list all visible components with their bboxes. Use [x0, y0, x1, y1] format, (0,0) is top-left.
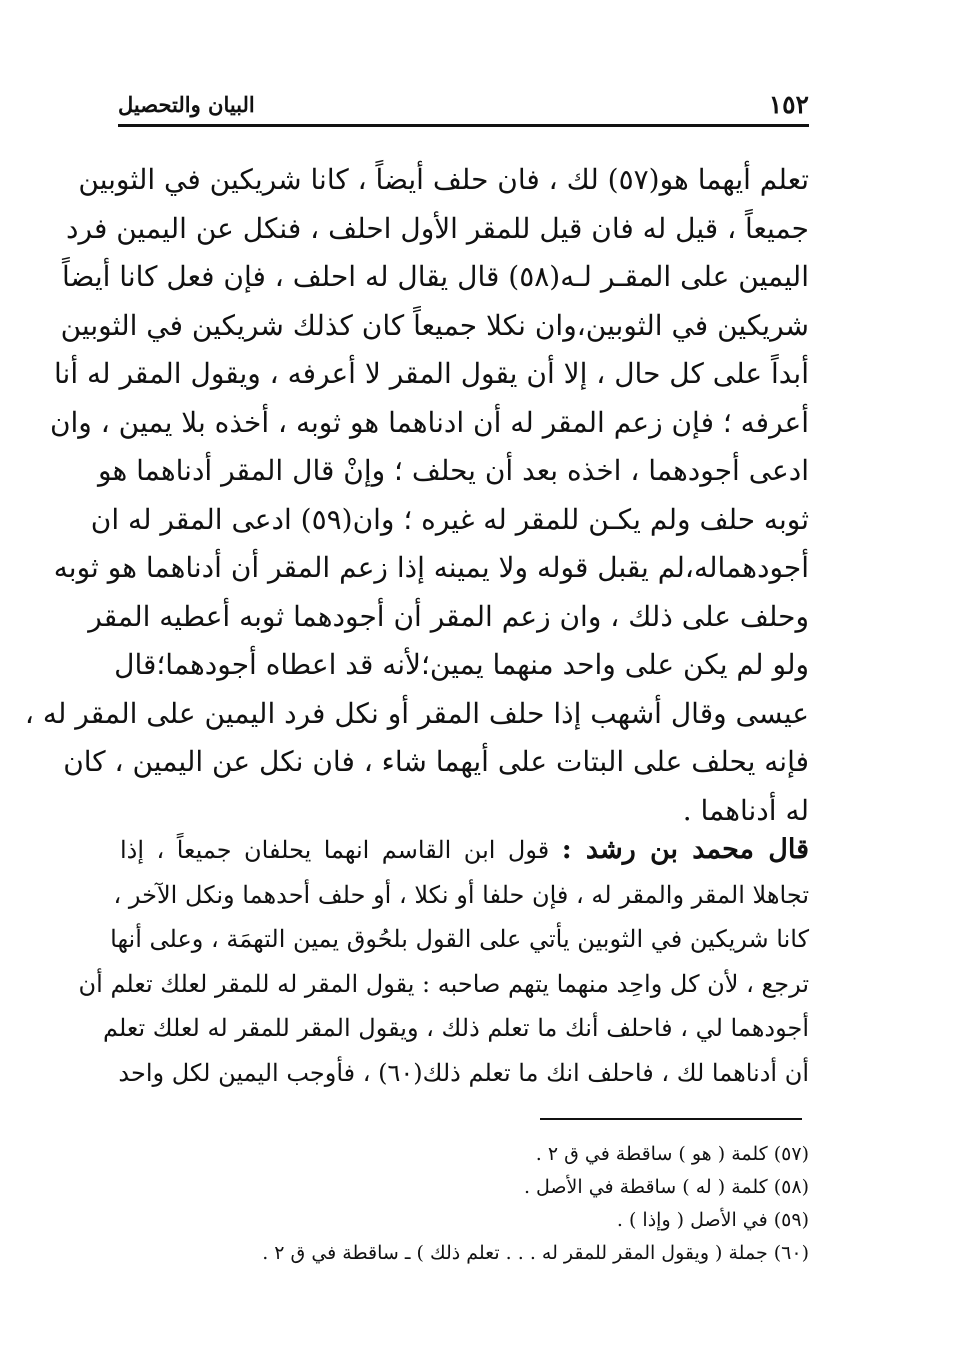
text-line: تعلم أيهما هو(٥٧) لك ، فان حلف أيضاً ، كانا شريكين في الثوبين	[78, 163, 809, 196]
text-line: جميعاً ، قيل له فان قيل للمقر الأول احلف ، فنكل عن اليمين فرد	[66, 211, 809, 245]
footnote-59: (٥٩) في الأصل ( وإذا ) .	[616, 1209, 809, 1231]
footnotes	[200, 1138, 809, 1270]
commentary-paragraph	[78, 828, 809, 1095]
text-line: ولو لم يكن على واحد منهما يمين؛لأنه قد اعطاه أجودهما؛قال	[114, 648, 809, 681]
text-line: أجودهماله،لم يقبل قوله ولا يمينه إذا زعم المقر أن أدناهما هو ثوبه	[53, 551, 809, 584]
running-header	[118, 88, 809, 127]
text-line: له أدناهما .	[682, 793, 809, 827]
text-line: عيسى وقال أشهب إذا حلف المقر أو نكل فرد اليمين على المقر له ،	[24, 696, 809, 730]
text-line: أجودهما لي ، فاحلف أنك ما تعلم ذلك ، ويقول المقر للمقر له لعلك تعلم	[102, 1014, 809, 1042]
footnote-60: (٦٠) جملة ( ويقول المقر للمقر له . . . تعلم ذلك ) ـ ساقطة في ق ٢ .	[262, 1242, 809, 1264]
text-line: شريكين في الثوبين،وان نكلا جميعاً كان كذلك شريكين في الثوبين	[60, 308, 809, 342]
commentary-lead: قال محمد بن رشد :	[561, 834, 809, 865]
text-line: اليمين على المقـر لـه(٥٨) قال يقال له احلف ، فإن فعل كانا أيضاً	[62, 260, 809, 293]
text-line: أبداً على كل حال ، إلا أن يقول المقر لا أعرفه ، ويقول المقر له أنا	[54, 357, 809, 390]
main-paragraph	[24, 156, 809, 835]
footnote-58: (٥٨) كلمة ( له ) ساقطة في الأصل .	[523, 1176, 809, 1198]
page-number: ١٥٢	[768, 90, 809, 119]
text-line: كانا شريكين في الثوبين يأتي على القول بلحُوق يمين التهمَة ، وعلى أنها	[110, 925, 809, 953]
text-line: ترجع ، لأن كل واحِد منهما يتهم صاحبه : يقول المقر له للمقر لعلك تعلم أن	[78, 969, 809, 998]
text-line: فإنه يحلف على البتات على أيهما شاء ، فان نكل عن اليمين ، كان	[63, 745, 809, 778]
text-line	[120, 828, 809, 873]
text-line: ادعى أجودهما ، اخذه بعد أن يحلف ؛ وإنْ قال المقر أدناهما هو	[98, 454, 809, 487]
footnote-divider	[540, 1118, 802, 1120]
text-line: تجاهلا المقر والمقر له ، فإن حلفا أو نكلا ، أو حلف أحدهما ونكل الآخر ،	[113, 880, 809, 909]
commentary-first-line: قول ابن القاسم انهما يحلفان جميعاً ، إذا	[120, 836, 550, 864]
text-line: أعرفه ؛ فإن زعم المقر له أن ادناهما هو ثوبه ، أخذه بلا يمين ، وان	[49, 405, 809, 439]
text-line: أن أدناهما لك ، فاحلف انك ما تعلم ذلك(٦٠) ، فأوجب اليمين لكل واحد	[118, 1058, 809, 1087]
book-title: البيان والتحصيل	[118, 92, 255, 117]
footnote-57: (٥٧) كلمة ( هو ) ساقطة في ق ٢ .	[535, 1143, 809, 1165]
text-line: ثوبه حلف ولم يكـن للمقر له غيره ؛ وان(٥٩) ادعى المقر له ان	[90, 502, 809, 536]
text-line: وحلف على ذلك ، وان زعم المقر أن أجودهما ثوبه أعطيه المقر	[88, 599, 809, 633]
